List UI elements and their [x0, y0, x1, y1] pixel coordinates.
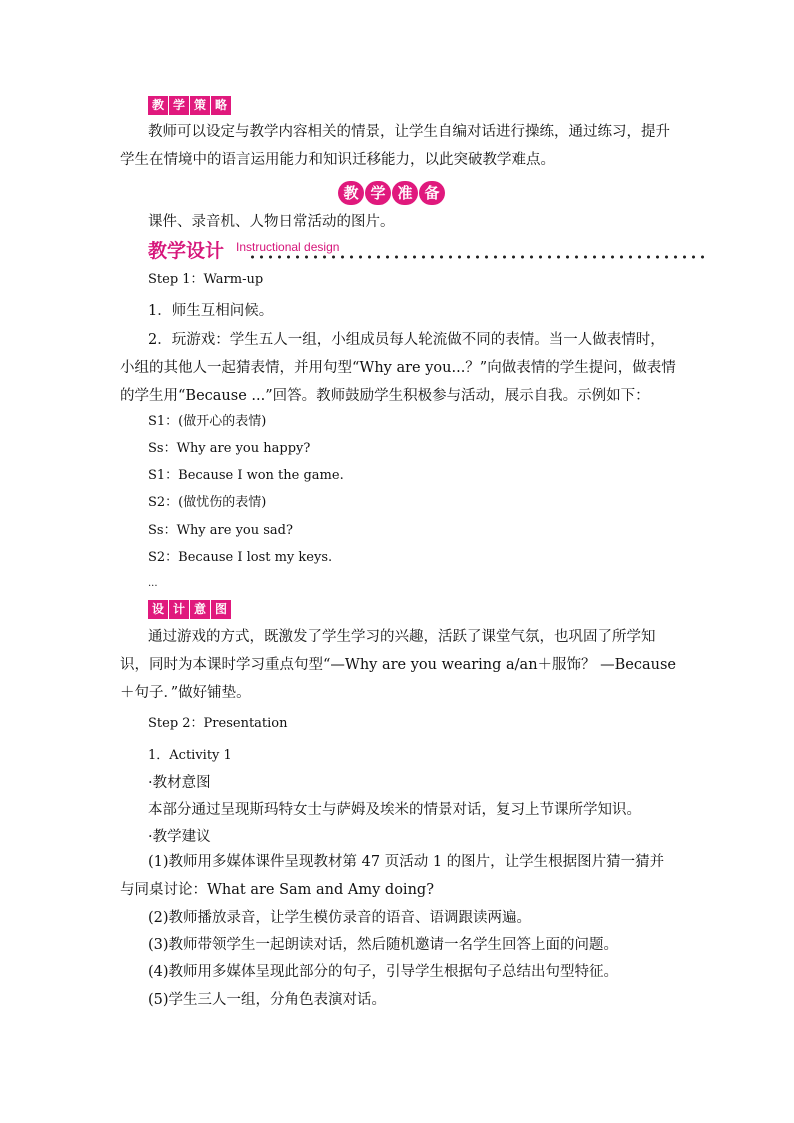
material-intent-text: 本部分通过呈现斯玛特女士与萨姆及埃米的情景对话，复习上节课所学知识。	[148, 802, 641, 818]
material-intent-label: ·教材意图	[148, 775, 211, 791]
preparation-tag: 教 学 准 备	[338, 181, 445, 205]
suggestion-3: (3)教师带领学生一起朗读对话，然后随机邀请一名学生回答上面的问题。	[148, 937, 619, 953]
activity-title: 1．Activity 1	[148, 748, 232, 763]
step1-title: Step 1：Warm-up	[148, 272, 264, 287]
dialog-line: S2：(做忧伤的表情)	[148, 495, 267, 510]
suggestion-4: (4)教师用多媒体呈现此部分的句子，引导学生根据句子总结出句型特征。	[148, 964, 619, 980]
dialog-line: S1：Because I won the game.	[148, 468, 344, 483]
dialog-line: Ss：Why are you sad?	[148, 523, 293, 538]
dialog-line: Ss：Why are you happy?	[148, 441, 311, 456]
design-heading-cn: 教学设计	[148, 240, 225, 262]
intent-text: 通过游戏的方式，既激发了学生学习的兴趣，活跃了课堂气氛，也巩固了所学知识，同时为本课时学习重点句型“—Why are you wearing a/an＋服饰？ —Because＋句子．”做好铺垫。	[120, 629, 677, 701]
suggestion-2: (2)教师播放录音，让学生模仿录音的语音、语调跟读两遍。	[148, 910, 532, 926]
design-heading-en: Instructional design	[236, 240, 340, 254]
dialog-line: S1：(做开心的表情)	[148, 414, 267, 429]
dialog-line: S2：Because I lost my keys.	[148, 550, 333, 565]
dotted-divider	[248, 254, 710, 260]
step1-item1: 1．师生互相问候。	[148, 303, 274, 319]
intent-tag: 设 计 意 图	[148, 600, 231, 619]
suggestion-5: (5)学生三人一组，分角色表演对话。	[148, 992, 387, 1008]
strategy-tag: 教 学 策 略	[148, 96, 231, 115]
design-heading	[148, 237, 339, 265]
dialog-ellipsis: ...	[148, 578, 158, 589]
suggestion-1: (1)教师用多媒体课件呈现教材第 47 页活动 1 的图片，让学生根据图片猜一猜并与同桌讨论：What are Sam and Amy doing?	[120, 854, 665, 898]
step1-item2: 2．玩游戏：学生五人一组，小组成员每人轮流做不同的表情。当一人做表情时，小组的其他人一起猜表情，并用句型“Why are you...？”向做表情的学生提问，做表情的学生用“Because ...”回答。教师鼓励学生积极参与活动，展示自我。示例如下：	[120, 332, 676, 404]
preparation-text: 课件、录音机、人物日常活动的图片。	[148, 214, 395, 230]
strategy-text: 教师可以设定与教学内容相关的情景，让学生自编对话进行操练，通过练习，提升学生在情境中的语言运用能力和知识迁移能力，以此突破教学难点。	[120, 124, 670, 168]
step2-title: Step 2：Presentation	[148, 716, 288, 731]
teaching-suggestion-label: ·教学建议	[148, 829, 211, 845]
